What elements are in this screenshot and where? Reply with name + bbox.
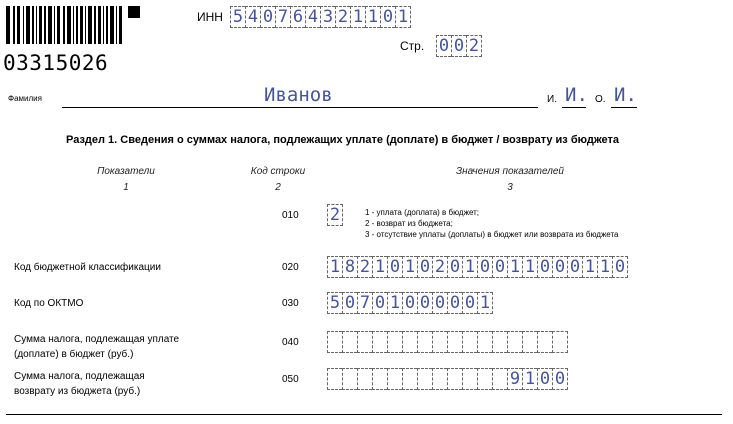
- row-050-digit-cell[interactable]: [417, 368, 432, 390]
- row-030-digit-cell[interactable]: 0: [462, 292, 477, 314]
- row-030-digit-cell[interactable]: 0: [447, 292, 462, 314]
- row-040-label-line2: (доплате) в бюджет (руб.): [14, 349, 134, 360]
- row-040-digit-cell[interactable]: [387, 331, 402, 353]
- row-040-digit-cell[interactable]: [417, 331, 432, 353]
- inn-digit-cell[interactable]: 0: [260, 6, 275, 28]
- row-050-digit-cell[interactable]: [387, 368, 402, 390]
- row-020-digit-cell[interactable]: 0: [477, 256, 492, 278]
- row-040-digit-cell[interactable]: [402, 331, 417, 353]
- row-020-digit-cell[interactable]: 0: [492, 256, 507, 278]
- row-050-digit-cell[interactable]: [492, 368, 507, 390]
- row-050-digit-cell[interactable]: [342, 368, 357, 390]
- page-digit-cell[interactable]: 2: [466, 35, 482, 57]
- row-050-digit-cell[interactable]: [327, 368, 342, 390]
- row-010-digit-cell[interactable]: 2: [327, 204, 343, 226]
- row-040-digit-cell[interactable]: [342, 331, 357, 353]
- row-050-digit-cell[interactable]: [462, 368, 477, 390]
- row-020-digit-cell[interactable]: 1: [582, 256, 597, 278]
- row-040-code: 040: [282, 337, 299, 348]
- row-030-digit-cell[interactable]: 5: [327, 292, 342, 314]
- row-020-digit-cell[interactable]: 0: [537, 256, 552, 278]
- inn-digit-cell[interactable]: 2: [335, 6, 350, 28]
- row-020-digit-cell[interactable]: 1: [507, 256, 522, 278]
- row-040-digit-cell[interactable]: [477, 331, 492, 353]
- row-030-digit-cell[interactable]: 0: [417, 292, 432, 314]
- inn-digit-cell[interactable]: 5: [230, 6, 245, 28]
- inn-digit-cell[interactable]: 1: [365, 6, 380, 28]
- row-030-code: 030: [282, 298, 299, 309]
- row-040-digit-cell[interactable]: [462, 331, 477, 353]
- row-020-digit-cell[interactable]: 0: [612, 256, 628, 278]
- row-050-digit-cell[interactable]: [372, 368, 387, 390]
- row-020-digit-cell[interactable]: 1: [462, 256, 477, 278]
- section-title: Раздел 1. Сведения о суммах налога, подлежащих уплате (доплате) в бюджет / возврату из бюджета: [66, 134, 619, 146]
- row-010-note-3: 3 - отсутствие уплаты (доплаты) в бюджет или возврата из бюджета: [365, 230, 619, 239]
- patronymic-label: О.: [595, 94, 606, 105]
- row-050-digit-cell[interactable]: 1: [522, 368, 537, 390]
- row-020-digit-cell[interactable]: 1: [597, 256, 612, 278]
- row-010-code: 010: [282, 210, 299, 221]
- row-040-digit-cell[interactable]: [492, 331, 507, 353]
- row-020-field[interactable]: [327, 256, 628, 278]
- row-020-digit-cell[interactable]: 0: [552, 256, 567, 278]
- row-030-digit-cell[interactable]: 0: [402, 292, 417, 314]
- row-040-digit-cell[interactable]: [552, 331, 568, 353]
- row-050-digit-cell[interactable]: [447, 368, 462, 390]
- row-020-digit-cell[interactable]: 2: [357, 256, 372, 278]
- row-030-digit-cell[interactable]: 0: [342, 292, 357, 314]
- name-underline: [562, 107, 586, 108]
- surname-value[interactable]: Иванов: [264, 84, 333, 106]
- patronymic-underline: [611, 107, 637, 108]
- surname-underline: [62, 107, 538, 108]
- row-010-note-1: 1 - уплата (доплата) в бюджет;: [365, 208, 480, 217]
- row-020-digit-cell[interactable]: 2: [432, 256, 447, 278]
- row-020-digit-cell[interactable]: 0: [567, 256, 582, 278]
- row-050-digit-cell[interactable]: 9: [507, 368, 522, 390]
- row-020-digit-cell[interactable]: 0: [387, 256, 402, 278]
- page-digit-cell[interactable]: 0: [436, 35, 451, 57]
- row-050-digit-cell[interactable]: [357, 368, 372, 390]
- row-040-digit-cell[interactable]: [372, 331, 387, 353]
- row-040-digit-cell[interactable]: [507, 331, 522, 353]
- row-040-field[interactable]: [327, 331, 568, 353]
- name-value[interactable]: И.: [565, 84, 588, 106]
- row-040-digit-cell[interactable]: [537, 331, 552, 353]
- bottom-divider: [6, 414, 722, 415]
- row-010-note-2: 2 - возврат из бюджета;: [365, 219, 453, 228]
- surname-label: Фамилия: [8, 94, 42, 103]
- row-020-digit-cell[interactable]: 1: [372, 256, 387, 278]
- row-050-code: 050: [282, 374, 299, 385]
- row-050-digit-cell[interactable]: 0: [552, 368, 568, 390]
- row-030-digit-cell[interactable]: 1: [477, 292, 493, 314]
- col-indicators-header: Показатели: [97, 166, 155, 177]
- row-040-label-line1: Сумма налога, подлежащая уплате: [14, 334, 180, 345]
- patronymic-value[interactable]: И.: [614, 84, 637, 106]
- col-code-num: 2: [275, 182, 281, 193]
- row-050-digit-cell[interactable]: [402, 368, 417, 390]
- inn-digit-cell[interactable]: 4: [305, 6, 320, 28]
- page-label: Стр.: [400, 39, 425, 53]
- row-050-field[interactable]: [327, 368, 568, 390]
- row-010-field[interactable]: [327, 204, 343, 226]
- barcode-number: 03315026: [3, 51, 109, 75]
- inn-digit-cell[interactable]: 0: [380, 6, 395, 28]
- row-020-digit-cell[interactable]: 1: [402, 256, 417, 278]
- barcode: [6, 6, 146, 54]
- page-number-field[interactable]: [436, 35, 482, 57]
- row-050-label-line2: возврату из бюджета (руб.): [14, 386, 141, 397]
- row-020-digit-cell[interactable]: 0: [417, 256, 432, 278]
- row-050-digit-cell[interactable]: 0: [537, 368, 552, 390]
- inn-digit-cell[interactable]: 6: [290, 6, 305, 28]
- inn-digit-cell[interactable]: 7: [275, 6, 290, 28]
- row-020-digit-cell[interactable]: 1: [522, 256, 537, 278]
- inn-digit-cell[interactable]: 4: [245, 6, 260, 28]
- page-digit-cell[interactable]: 0: [451, 35, 466, 57]
- row-030-label: Код по ОКТМО: [14, 298, 84, 309]
- row-040-digit-cell[interactable]: [447, 331, 462, 353]
- inn-label: ИНН: [197, 10, 223, 24]
- row-030-digit-cell[interactable]: 0: [372, 292, 387, 314]
- inn-digit-cell[interactable]: 1: [395, 6, 411, 28]
- row-040-digit-cell[interactable]: [522, 331, 537, 353]
- row-030-digit-cell[interactable]: 7: [357, 292, 372, 314]
- col-values-header: Значения показателей: [455, 166, 564, 177]
- row-040-digit-cell[interactable]: [432, 331, 447, 353]
- row-020-code: 020: [282, 262, 299, 273]
- row-040-digit-cell[interactable]: [327, 331, 342, 353]
- inn-digit-cell[interactable]: 3: [320, 6, 335, 28]
- row-020-digit-cell[interactable]: 8: [342, 256, 357, 278]
- row-050-label-line1: Сумма налога, подлежащая: [14, 371, 145, 382]
- row-050-digit-cell[interactable]: [432, 368, 447, 390]
- row-020-digit-cell[interactable]: 1: [327, 256, 342, 278]
- col-code-header: Код строки: [250, 166, 306, 177]
- col-indicators-num: 1: [123, 182, 129, 193]
- inn-field[interactable]: [230, 6, 411, 28]
- row-050-digit-cell[interactable]: [477, 368, 492, 390]
- row-040-digit-cell[interactable]: [357, 331, 372, 353]
- row-030-digit-cell[interactable]: 1: [387, 292, 402, 314]
- row-030-digit-cell[interactable]: 0: [432, 292, 447, 314]
- col-values-num: 3: [507, 182, 513, 193]
- row-020-digit-cell[interactable]: 0: [447, 256, 462, 278]
- name-label: И.: [547, 94, 557, 105]
- inn-digit-cell[interactable]: 1: [350, 6, 365, 28]
- row-020-label: Код бюджетной классификации: [14, 262, 161, 273]
- row-030-field[interactable]: [327, 292, 493, 314]
